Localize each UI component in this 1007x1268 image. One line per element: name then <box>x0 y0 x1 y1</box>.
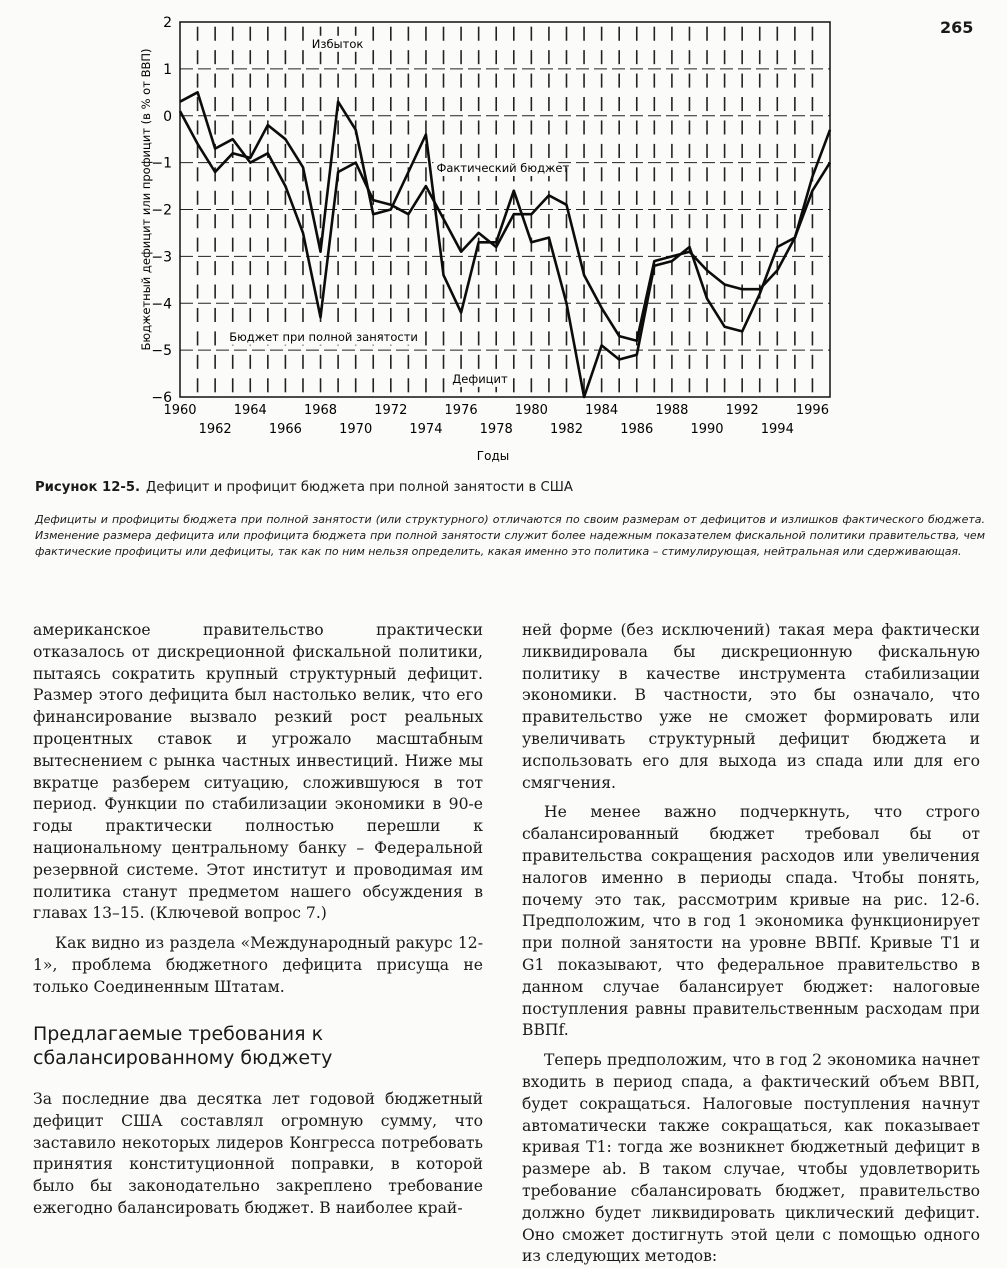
x-tick-label: 1988 <box>655 403 688 418</box>
paragraph: Теперь предположим, что в год 2 экономика начнет входить в период спада, а фактический объем ВВП, будет сокращаться. Налоговые поступления начнут автоматически также сокращаться, как показывает кривая T1: тогда же возникнет бюджетный дефицит в размере ab. В таком случае, чтобы удовлетворить требование сбалансировать бюджет, правительство должно будет ликвидировать циклический дефицит. Оно сможет достигнуть этой цели с помощью одного из следующих методов: <box>522 1050 980 1268</box>
paragraph: Не менее важно подчеркнуть, что строго сбалансированный бюджет требовал бы от правительства сокращения расходов или увеличения налогов именно в периоды спада. Чтобы понять, почему это так, рассмотрим кривые на рис. 12-6. Предположим, что в год 1 экономика функционирует при полной занятости на уровне ВВПf. Кривые T1 и G1 показывают, что федеральное правительство в данном случае балансирует бюджет: налоговые поступления равны правительственным расходам при ВВПf. <box>522 802 980 1042</box>
section-title: Предлагаемые требования к сбалансированному бюджету <box>33 1022 483 1070</box>
x-tick-label: 1972 <box>374 403 407 418</box>
x-tick-label: 1970 <box>339 422 372 437</box>
page-number: 265 <box>940 18 973 37</box>
x-axis-label: Годы <box>477 449 509 463</box>
annotation-surplus: Избыток <box>312 37 364 51</box>
chart-labels <box>139 15 829 463</box>
y-tick-label: 0 <box>163 109 172 125</box>
annotation-actual-budget: Фактический бюджет <box>436 161 569 175</box>
left-column-continued <box>33 1089 483 1220</box>
x-tick-label: 1994 <box>761 422 794 437</box>
x-tick-label: 1990 <box>690 422 723 437</box>
actual-budget-line <box>180 102 830 397</box>
figure-label: Рисунок 12-5. <box>35 480 140 495</box>
x-tick-label: 1966 <box>269 422 302 437</box>
deficit-chart <box>130 10 850 470</box>
x-tick-label: 1982 <box>550 422 583 437</box>
annotation-full-employment: Бюджет при полной занятости <box>229 330 418 344</box>
left-column <box>33 620 483 999</box>
y-tick-label: 1 <box>163 62 172 78</box>
x-tick-label: 1964 <box>234 403 267 418</box>
x-tick-label: 1960 <box>163 403 196 418</box>
right-column <box>522 620 980 1268</box>
figure-caption <box>35 480 975 495</box>
paragraph: американское правительство практически отказалось от дискреционной фискальной политики, пытаясь сократить крупный структурный дефицит. Размер этого дефицита был настолько велик, что его финансирование вызвало резкий рост реальных процентных ставок и угрожало масштабным вытеснением с рынка частных инвестиций. Ниже мы вкратце разберем ситуацию, сложившуюся в тот период. Функции по стабилизации экономики в 90-е годы практически полностью перешли к национальному центральному банку – Федеральной резервной системе. Этот институт и проводимая им политика станут предметом нашего обсуждения в главах 13–15. (Ключевой вопрос 7.) <box>33 620 483 925</box>
x-tick-label: 1978 <box>480 422 513 437</box>
y-tick-label: −6 <box>151 390 172 406</box>
x-tick-label: 1996 <box>796 403 829 418</box>
paragraph: ней форме (без исключений) такая мера фактически ликвидировала бы дискреционную фискальную политику в качестве инструмента стабилизации экономики. В частности, это бы означало, что правительство уже не сможет формировать или увеличивать структурный дефицит бюджета и использовать его для выхода из спада или для его смягчения. <box>522 620 980 794</box>
x-tick-label: 1962 <box>199 422 232 437</box>
x-tick-label: 1992 <box>726 403 759 418</box>
x-tick-label: 1984 <box>585 403 618 418</box>
y-tick-label: −2 <box>151 203 172 219</box>
y-tick-label: −3 <box>151 249 172 265</box>
paragraph: Как видно из раздела «Международный ракурс 12-1», проблема бюджетного дефицита присуща не только Соединенным Штатам. <box>33 933 483 998</box>
y-tick-label: 2 <box>163 15 172 31</box>
x-tick-label: 1974 <box>409 422 442 437</box>
x-tick-label: 1976 <box>445 403 478 418</box>
paragraph: За последние два десятка лет годовой бюджетный дефицит США составлял огромную сумму, что заставило некоторых лидеров Конгресса потребовать принятия конституционной поправки, в которой было бы законодательно закреплено требование ежегодно балансировать бюджет. В наиболее край- <box>33 1089 483 1220</box>
y-axis-label: Бюджетный дефицит или профицит (в % от ВВП) <box>139 49 153 351</box>
y-tick-label: −1 <box>151 156 172 172</box>
y-tick-label: −4 <box>151 296 172 312</box>
figure-caption-text: Дефицит и профицит бюджета при полной занятости в США <box>146 480 573 495</box>
figure-description: Дефициты и профициты бюджета при полной занятости (или структурного) отличаются по своим размерам от дефицитов и излишков фактического бюджета. Изменение размера дефицита или профицита бюджета при полной занятости служит более надежным показателем фискальной политики правительства, чем фактические профициты или дефициты, так как по ним нельзя определить, какая именно это политика – стимулирующая, нейтральная или сдерживающая. <box>35 512 985 560</box>
y-tick-label: −5 <box>151 343 172 359</box>
annotation-deficit: Дефицит <box>452 372 508 386</box>
x-tick-label: 1968 <box>304 403 337 418</box>
chart-lines <box>180 92 830 397</box>
x-tick-label: 1986 <box>620 422 653 437</box>
x-tick-label: 1980 <box>515 403 548 418</box>
